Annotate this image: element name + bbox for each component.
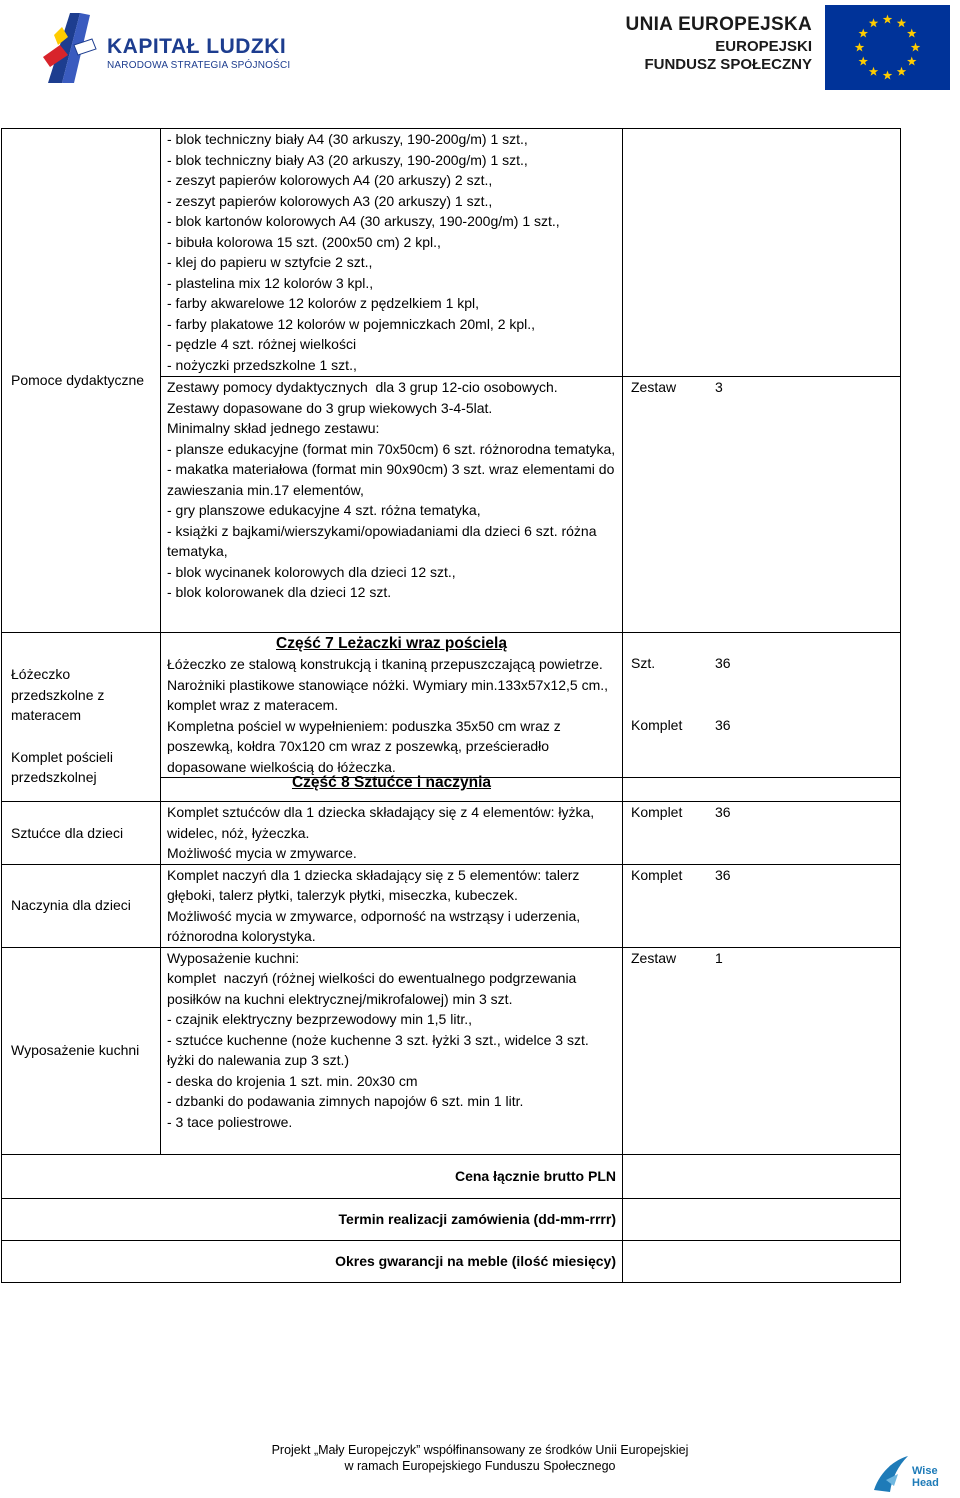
description-cell: [161, 947, 623, 1154]
category-cell: Pomoce dydaktyczne: [2, 129, 161, 633]
description-text: Kompletna pościel w wypełnieniem: poduszka 35x50 cm wraz z poszewką, kołdra 70x120 cm wraz z poszewką, prześcieradło dopasowane wielkością do łóżeczka.: [167, 717, 565, 775]
price-value-field[interactable]: [623, 1154, 901, 1198]
unit-cell: [623, 129, 901, 377]
section-heading: Część 8 Sztućce i naczynia: [291, 774, 491, 791]
kapital-ludzki-emblem-icon: [40, 5, 102, 85]
unit-cell: [623, 802, 901, 865]
kapital-ludzki-subtitle: NARODOWA STRATEGIA SPÓJNOŚCI: [107, 60, 291, 71]
fund-line1: EUROPEJSKI: [715, 38, 812, 55]
table-row: [2, 802, 901, 865]
description-cell: [161, 377, 623, 633]
unit-qty: 36: [715, 804, 731, 820]
description-text: Komplet sztućców dla 1 dziecka składający się z 4 elementów: łyżka, widelec, nóż, łyżeczka. Możliwość mycia w zmywarce.: [167, 804, 595, 861]
unit-qty: 36: [715, 655, 731, 671]
unit-qty: 36: [715, 716, 731, 733]
description-cell: [161, 864, 623, 947]
description-cell: [161, 774, 623, 802]
description-text: Łóżeczko ze stalową konstrukcją i tkaniną przepuszczającą powietrze. Narożniki plastikowe stanowiące nóżki. Wymiary min.133x57x12,5 cm., komplet wraz z materacem.: [167, 656, 612, 713]
warranty-value-field[interactable]: [623, 1240, 901, 1282]
table-row: [2, 1240, 901, 1282]
kapital-ludzki-logo: [40, 5, 310, 85]
table-row: [2, 1198, 901, 1240]
wisehead-logo-text: [912, 1465, 939, 1489]
unit-cell: [623, 377, 901, 633]
category-cell: [2, 633, 161, 802]
term-value-field[interactable]: [623, 1198, 901, 1240]
description-text: Komplet naczyń dla 1 dziecka składający się z 5 elementów: talerz głęboki, talerz płytki, talerzyk płytki, miseczka, kubeczek. Możliwość mycia w zmywarce, odporność na wstrząsy i uderzenia, różnorodna kolorystyka.: [167, 866, 581, 944]
eu-fund-text: [626, 14, 812, 73]
footer: [0, 1442, 960, 1474]
unit-qty: 1: [715, 949, 723, 966]
eu-name: UNIA EUROPEJSKA: [625, 14, 812, 35]
description-text: Wyposażenie kuchni: komplet naczyń (różnej wielkości do ewentualnego podgrzewania posiłków na kuchni elektrycznej/mikrofalowej) min 3 szt. - czajnik elektryczny bezprzewodowy min 1,5 litr., - sztućce kuchenne (noże kuchenne 3 szt. łyżki 3 szt., widelce 3 szt. łyżki do nalewania zup 3 szt.) - deska do krojenia 1 szt. min. 20x30 cm - dzbanki do podawania zimnych napojów 6 szt. min 1 litr. - 3 tace poliestrowe.: [167, 949, 589, 1130]
footer-line1: Projekt „Mały Europejczyk” współfinansowany ze środków Unii Europejskiej: [271, 1443, 689, 1457]
eu-flag-icon: [825, 5, 950, 90]
unit-cell: [623, 864, 901, 947]
fund-line2: FUNDUSZ SPOŁECZNY: [644, 56, 812, 73]
category-bedding: Komplet pościeli przedszkolnej: [11, 748, 113, 785]
description-cell: [161, 129, 623, 377]
unit-name: Komplet: [631, 716, 683, 733]
wisehead-bottom: Head: [912, 1477, 939, 1489]
price-label: Cena łącznie brutto PLN: [2, 1154, 623, 1198]
unit-cell: [623, 633, 901, 778]
warranty-label: Okres gwarancji na meble (ilość miesięcy): [2, 1240, 623, 1282]
description-text: Zestawy pomocy dydaktycznych dla 3 grup 12-cio osobowych. Zestawy dopasowane do 3 grup wiekowych 3-4-5lat. Minimalny skład jednego zestawu: - plansze edukacyjne (format min 70x50cm) 6 szt. różnorodna tematyka, - makatka materiałowa (format min 90x90cm) 3 szt. wraz elementami do zawieszania min.17 elementów, - gry planszowe edukacyjne 4 szt. różna tematyka, - książki z bajkami/wierszykami/opowiadaniami dla dzieci 6 szt. różna tematyka, - blok wycinanek kolorowych dla dzieci 12 szt., - blok kolorowanek dla dzieci 12 szt.: [167, 379, 616, 600]
table-row: [2, 129, 901, 377]
description-text: - blok techniczny biały A4 (30 arkuszy, 190-200g/m) 1 szt., - blok techniczny biały A3 (20 arkuszy, 190-200g/m) 1 szt., - zeszyt papierów kolorowych A4 (20 arkuszy) 2 szt., - zeszyt papierów kolorowych A3 (20 arkuszy) 1 szt., - blok kartonów kolorowych A4 (30 arkuszy, 190-200g/m) 1 szt., - bibuła kolorowa 15 szt. (200x50 cm) 2 kpl., - klej do papieru w sztyfcie 2 szt., - plastelina mix 12 kolorów 3 kpl., - farby akwarelowe 12 kolorów z pędzelkiem 1 kpl, - farby plakatowe 12 kolorów w pojemniczkach 20ml, 2 kpl., - pędzle 4 szt. różnej wielkości - nożyczki przedszkolne 1 szt.,: [167, 131, 560, 373]
description-cell: [161, 633, 623, 778]
table-row: [2, 633, 901, 778]
unit-qty: 36: [715, 866, 731, 883]
order-table: [1, 128, 901, 1283]
description-cell: [161, 802, 623, 865]
unit-name: Zestaw: [631, 949, 677, 966]
kapital-ludzki-title: KAPITAŁ LUDZKI: [107, 35, 287, 58]
category-cell: Wyposażenie kuchni: [2, 947, 161, 1154]
term-label: Termin realizacji zamówienia (dd-mm-rrrr): [2, 1198, 623, 1240]
unit-name: Komplet: [631, 866, 683, 883]
category-cell: Naczynia dla dzieci: [2, 864, 161, 947]
wisehead-top: Wise: [912, 1465, 938, 1477]
unit-qty: 3: [715, 379, 723, 395]
unit-name: Szt.: [631, 655, 656, 671]
table-row: [2, 864, 901, 947]
unit-name: Komplet: [631, 804, 683, 820]
table-row: [2, 947, 901, 1154]
unit-name: Zestaw: [631, 379, 677, 395]
category-bed: Łóżeczko przedszkolne z materacem: [11, 666, 105, 724]
category-cell: Sztućce dla dzieci: [2, 802, 161, 865]
section-heading: Część 7 Leżaczki wraz pościelą: [276, 635, 507, 652]
unit-cell: [623, 947, 901, 1154]
table-row: [2, 1154, 901, 1198]
unit-cell: [623, 778, 901, 802]
footer-line2: w ramach Europejskiego Funduszu Społecznego: [344, 1459, 616, 1473]
